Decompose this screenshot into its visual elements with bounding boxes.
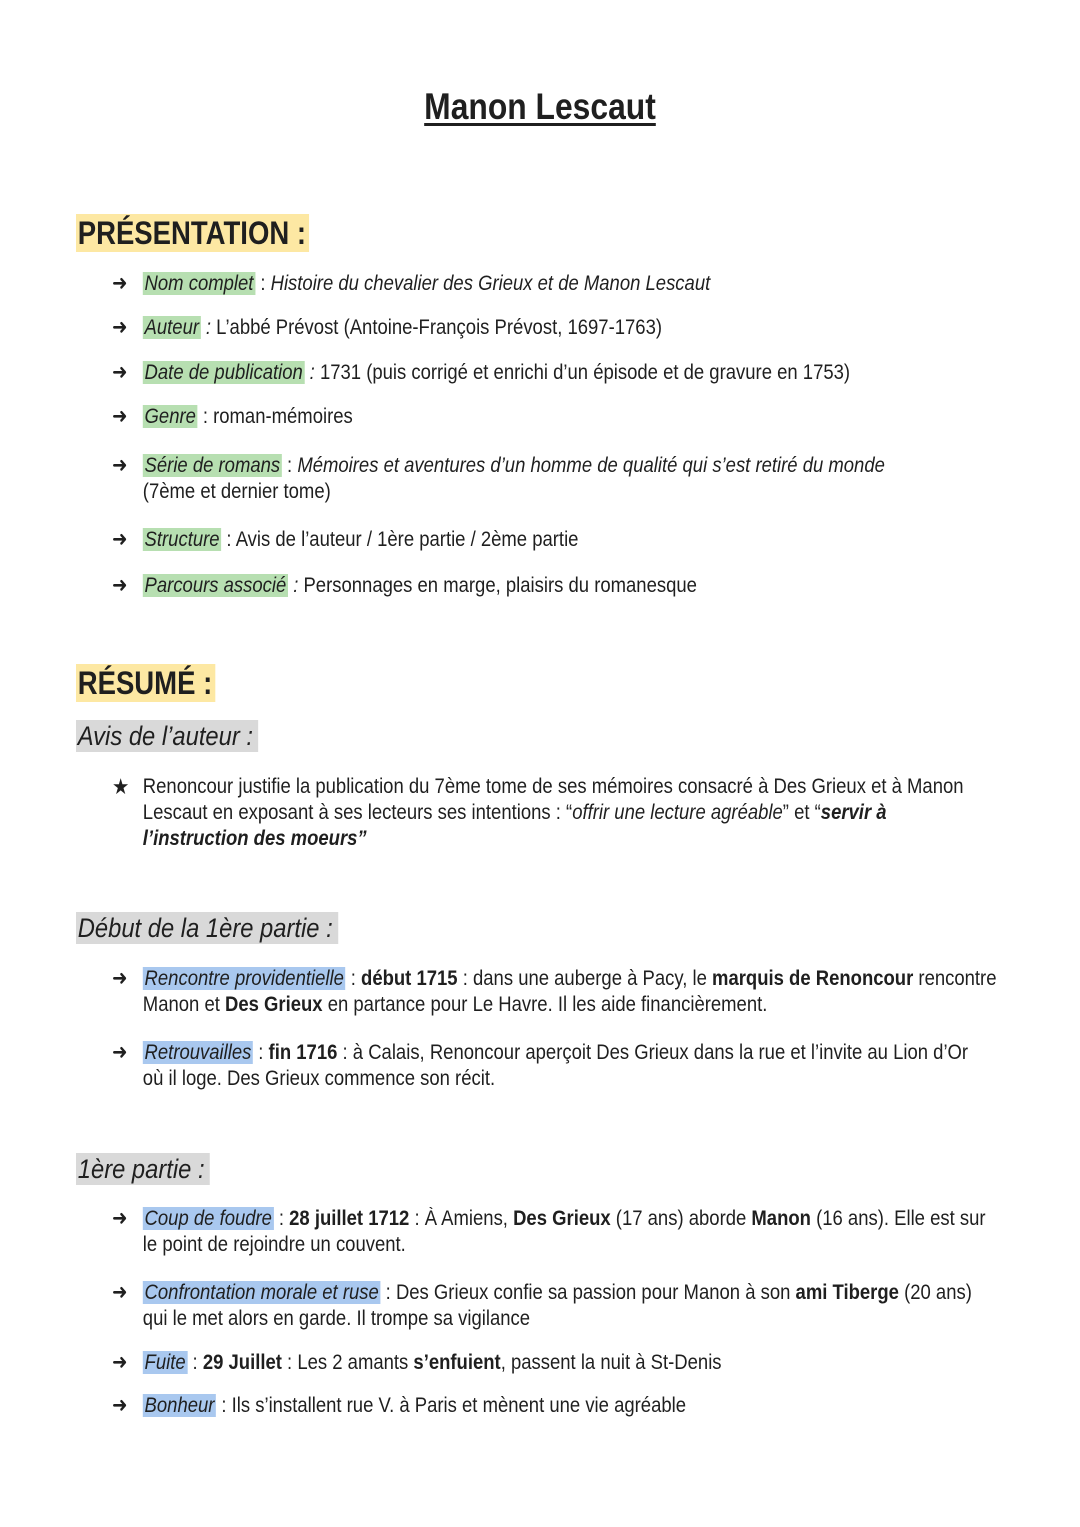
item-label: Parcours associé [144,574,287,597]
item-label: Série de romans [144,454,281,477]
item-date: début 1715 [361,967,458,990]
avis-quote-2a: servir à [820,801,887,824]
avis-text-3: ” et “ [782,801,821,824]
avis-quote-1: offrir une lecture agréable [572,801,783,824]
item-label: Genre [144,405,196,428]
item-sep: : [255,272,271,295]
presentation-item-genre [112,404,1010,430]
partie1-item-fuite [112,1350,1010,1376]
presentation-item-serie [112,453,1010,505]
page-title: Manon Lescaut [424,86,656,127]
item-sep: : [288,574,304,597]
arrow-icon: ➜ [112,454,128,477]
item-label: Retrouvailles [144,1041,252,1064]
item-text: (20 ans) [898,1281,972,1304]
arrow-icon: ➜ [112,316,128,339]
item-value: Histoire du chevalier des Grieux et de Manon Lescaut [270,272,711,295]
item-value: Avis de l’auteur / 1ère partie / 2ème partie [235,528,579,551]
section-resume-heading: RÉSUMÉ : [76,664,216,702]
item-label: Fuite [144,1351,186,1374]
arrow-icon: ➜ [112,1281,128,1304]
item-date: 29 Juillet [202,1351,282,1374]
item-label: Confrontation morale et ruse [144,1281,379,1304]
arrow-icon: ➜ [112,405,128,428]
item-person: Des Grieux [224,993,323,1016]
partie1-item-bonheur [112,1393,1010,1419]
arrow-icon: ➜ [112,528,128,551]
item-label: Structure [144,528,220,551]
subsection-debut-heading: Début de la 1ère partie : [76,912,338,944]
avis-paragraph [112,774,1010,852]
item-date: fin 1716 [268,1041,338,1064]
arrow-icon: ➜ [112,1207,128,1230]
item-text: rencontre [913,967,997,990]
presentation-item-nom-complet [112,271,1010,297]
item-person: Des Grieux [513,1207,611,1230]
arrow-icon: ➜ [112,1351,128,1374]
item-sep: : [345,967,362,990]
item-text: , passent la nuit à St-Denis [500,1351,722,1374]
item-text: Des Grieux confie sa passion pour Manon à son [395,1281,796,1304]
item-person: ami Tiberge [795,1281,899,1304]
item-text: où il loge. Des Grieux commence son récit. [142,1067,496,1090]
star-icon: ★ [112,774,130,799]
item-text: : à Calais, Renoncour aperçoit Des Grieux dans la rue et l’invite au Lion d’Or [337,1041,969,1064]
item-label: Auteur [144,316,200,339]
item-text: Manon et [142,993,225,1016]
item-sep: : [253,1041,269,1064]
item-label: Rencontre providentielle [144,967,344,990]
item-text: en partance pour Le Havre. Il les aide financièrement. [322,993,768,1016]
item-text: le point de rejoindre un couvent. [142,1233,406,1256]
item-text: : À Amiens, [409,1207,514,1230]
item-text: (16 ans). Elle est sur [810,1207,986,1230]
presentation-item-auteur [112,315,1010,341]
item-text: : dans une auberge à Pacy, le [457,967,713,990]
partie1-item-confrontation [112,1280,1010,1332]
presentation-item-date [112,360,1010,386]
item-value: Personnages en marge, plaisirs du romanesque [303,574,697,597]
avis-line-1: Renoncour justifie la publication du 7ème tome de ses mémoires consacré à Des Grieux et à Manon [142,775,964,798]
presentation-item-structure [112,527,1010,553]
item-sep: : [216,1394,232,1417]
item-label: Bonheur [144,1394,215,1417]
item-person: marquis de Renoncour [712,967,914,990]
item-text: (17 ans) aborde [610,1207,752,1230]
item-sep: : [273,1207,290,1230]
arrow-icon: ➜ [112,361,128,384]
item-value: L’abbé Prévost (Antoine-François Prévost, 1697-1763) [216,316,663,339]
item-sep: : [304,361,320,384]
arrow-icon: ➜ [112,967,128,990]
partie1-item-coup-de-foudre [112,1206,1010,1258]
avis-quote-2b: l’instruction des moeurs” [142,827,367,850]
item-value: 1731 (puis corrigé et enrichi d’un épisode et de gravure en 1753) [319,361,851,384]
item-person: Manon [751,1207,811,1230]
arrow-icon: ➜ [112,574,128,597]
debut-item-retrouvailles [112,1040,1010,1092]
subsection-partie1-heading: 1ère partie : [76,1153,210,1185]
item-sep: : [221,528,236,551]
arrow-icon: ➜ [112,272,128,295]
item-label: Nom complet [144,272,254,295]
debut-item-rencontre [112,966,1010,1018]
item-sep: : [200,316,217,339]
arrow-icon: ➜ [112,1394,128,1417]
presentation-item-parcours [112,573,1010,599]
item-sep: : [281,454,298,477]
item-value: Mémoires et aventures d’un homme de qualité qui s’est retiré du monde [297,454,885,477]
item-bold: s’enfuient [413,1351,501,1374]
subsection-avis-heading: Avis de l’auteur : [76,720,258,752]
item-date: 28 juillet 1712 [289,1207,410,1230]
item-label: Date de publication [144,361,303,384]
item-sep: : [380,1281,396,1304]
item-sep: : [187,1351,203,1374]
item-value-continued: (7ème et dernier tome) [142,480,331,503]
item-value: roman-mémoires [213,405,353,428]
item-text: qui le met alors en garde. Il trompe sa vigilance [142,1307,531,1330]
item-sep: : [197,405,214,428]
item-label: Coup de foudre [144,1207,272,1230]
section-presentation-heading: PRÉSENTATION : [76,214,309,252]
avis-line-2: Lescaut en exposant à ses lecteurs ses intentions : “ [142,801,573,824]
arrow-icon: ➜ [112,1041,128,1064]
item-text: Ils s’installent rue V. à Paris et mènent une vie agréable [231,1394,687,1417]
item-text: : Les 2 amants [281,1351,414,1374]
